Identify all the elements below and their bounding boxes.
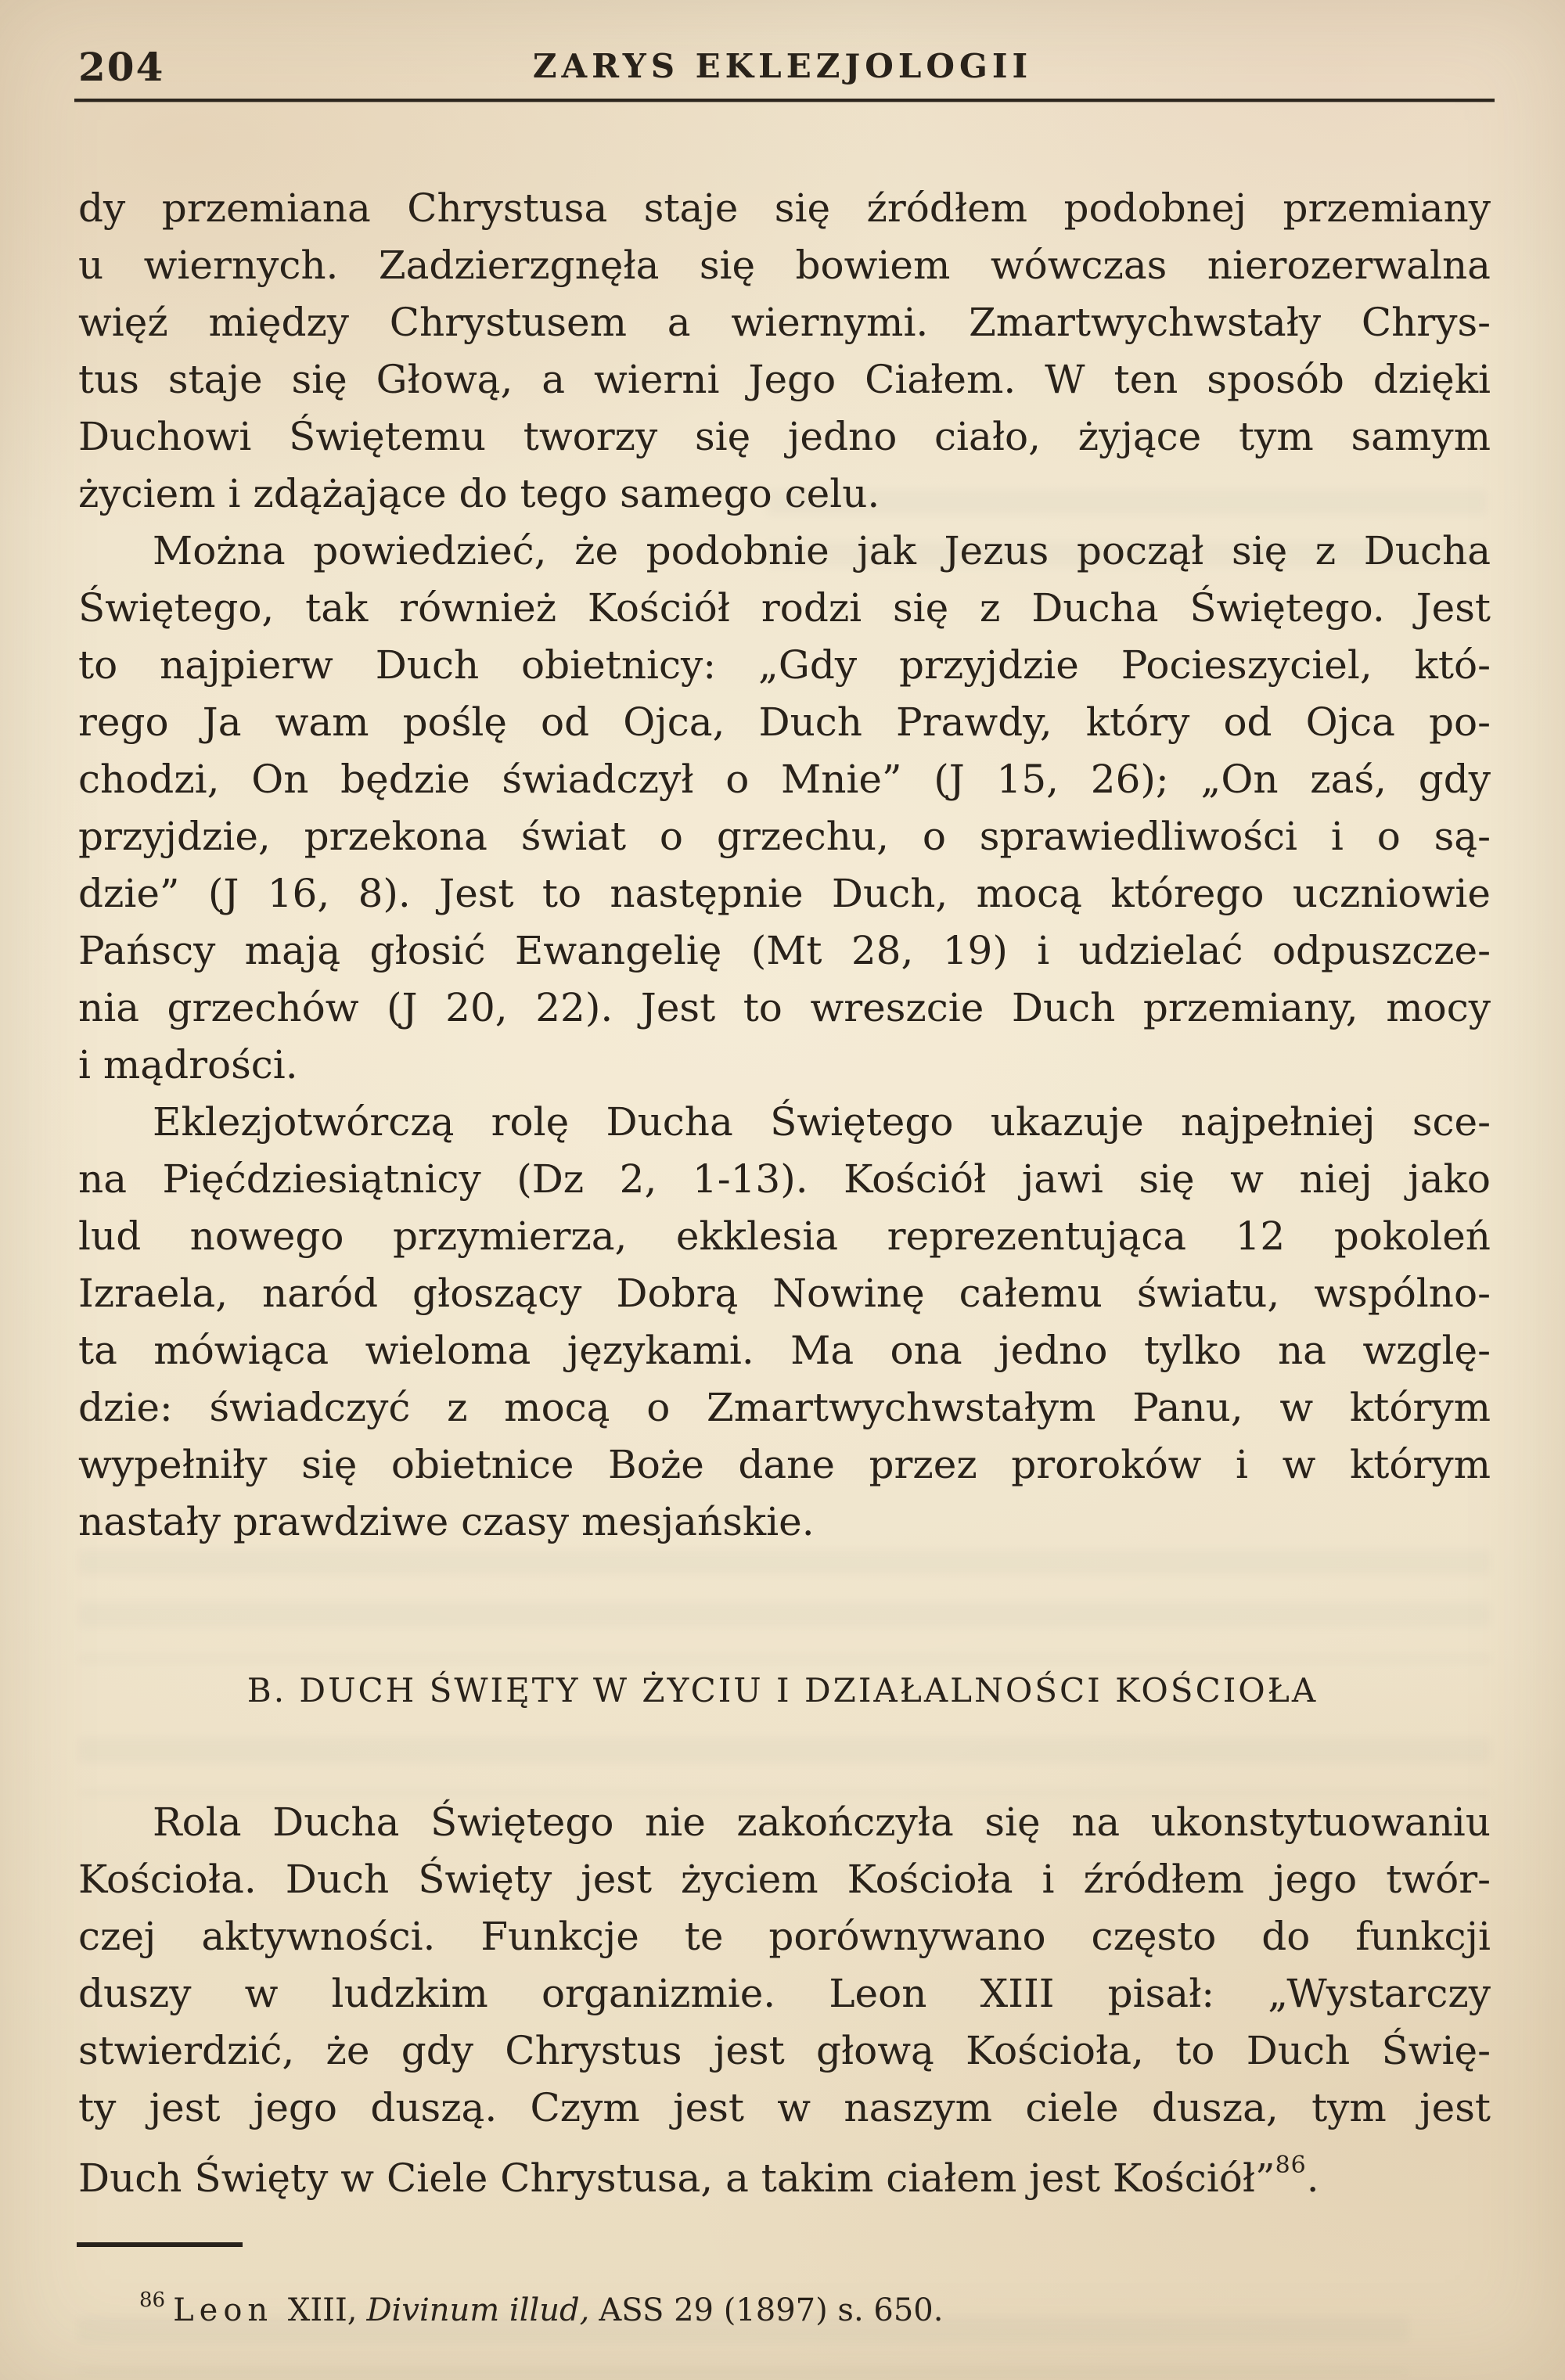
body-text-block bbox=[78, 180, 1491, 1551]
text-line: u wiernych. Zadzierzgnęła się bowiem wówczas nierozerwalna bbox=[78, 243, 1491, 288]
text-line: czej aktywności. Funkcje te porównywano często do funkcji bbox=[78, 1914, 1491, 1959]
paragraph bbox=[78, 523, 1491, 1094]
text-line: Kościoła. Duch Święty jest życiem Kościoła i źródłem jego twór- bbox=[78, 1857, 1491, 1902]
text-line: dzie” (J 16, 8). Jest to następnie Duch, mocą którego uczniowie bbox=[78, 871, 1491, 916]
text-line: to najpierw Duch obietnicy: „Gdy przyjdzie Pocieszyciel, któ- bbox=[78, 642, 1491, 688]
paragraph bbox=[78, 180, 1491, 523]
text-line: Świętego, tak również Kościół rodzi się z Ducha Świętego. Jest bbox=[78, 585, 1491, 631]
text-line: ta mówiąca wieloma językami. Ma ona jedno tylko na wzglę- bbox=[78, 1328, 1491, 1373]
text-line: więź między Chrystusem a wiernymi. Zmartwychwstały Chrys- bbox=[78, 300, 1491, 345]
section-heading: B. DUCH ŚWIĘTY W ŻYCIU I DZIAŁALNOŚCI KOŚCIOŁA bbox=[246, 1671, 1319, 1710]
text-line: Izraela, naród głoszący Dobrą Nowinę całemu światu, wspólno- bbox=[78, 1271, 1491, 1316]
text-line: Można powiedzieć, że podobnie jak Jezus począł się z Ducha bbox=[153, 528, 1491, 573]
text-line: chodzi, On będzie świadczył o Mnie” (J 15, 26); „On zaś, gdy bbox=[78, 757, 1491, 802]
text-line: przyjdzie, przekona świat o grzechu, o sprawiedliwości i o są- bbox=[78, 814, 1491, 859]
footnote-separator-rule bbox=[77, 2242, 243, 2247]
paragraph bbox=[78, 1094, 1491, 1551]
text-line: Duchowi Świętemu tworzy się jedno ciało, żyjące tym samym bbox=[78, 414, 1491, 459]
text-line: Pańscy mają głosić Ewangelię (Mt 28, 19) i udzielać odpuszcze- bbox=[78, 928, 1491, 973]
text-line: rego Ja wam poślę od Ojca, Duch Prawdy, który od Ojca po- bbox=[78, 699, 1491, 745]
text-line: stwierdzić, że gdy Chrystus jest głową Kościoła, to Duch Świę- bbox=[78, 2028, 1491, 2073]
bleed-through-texture bbox=[78, 1733, 1491, 1796]
text-line: i mądrości. bbox=[78, 1042, 298, 1088]
text-line: lud nowego przymierza, ekklesia reprezentująca 12 pokoleń bbox=[78, 1213, 1491, 1259]
footnote-work-title: Divinum illud, bbox=[366, 2292, 590, 2328]
text-line: dy przemiana Chrystusa staje się źródłem podobnej przemiany bbox=[78, 185, 1491, 231]
running-title: ZARYS EKLEZJOLOGII bbox=[532, 47, 1033, 85]
text-line-fragment: . bbox=[1306, 2155, 1319, 2201]
text-line: na Pięćdziesiątnicy (Dz 2, 1-13). Kościół jawi się w niej jako bbox=[78, 1156, 1491, 1202]
text-line: wypełniły się obietnice Boże dane przez proroków i w którym bbox=[78, 1442, 1491, 1487]
footnote-author-numeral: XIII, bbox=[287, 2292, 358, 2328]
text-line: duszy w ludzkim organizmie. Leon XIII pisał: „Wystarczy bbox=[78, 1971, 1491, 2016]
text-line: tus staje się Głową, a wierni Jego Ciałem. W ten sposób dzięki bbox=[78, 357, 1491, 402]
page-number: 204 bbox=[78, 44, 165, 90]
text-line bbox=[78, 2137, 1491, 2201]
text-line: Rola Ducha Świętego nie zakończyła się na ukonstytuowaniu bbox=[153, 1799, 1491, 1845]
footnote-marker: 86 bbox=[139, 2288, 166, 2312]
text-line: nia grzechów (J 20, 22). Jest to wreszcie Duch przemiany, mocy bbox=[78, 985, 1491, 1030]
text-line: nastały prawdziwe czasy mesjańskie. bbox=[78, 1499, 815, 1544]
footnote-author-name: Leon bbox=[173, 2292, 274, 2328]
header-rule bbox=[74, 99, 1495, 102]
text-line: dzie: świadczyć z mocą o Zmartwychwstałym Panu, w którym bbox=[78, 1385, 1491, 1430]
text-line: Eklezjotwórczą rolę Ducha Świętego ukazuje najpełniej sce- bbox=[153, 1099, 1491, 1145]
footnote-reference-text: ASS 29 (1897) s. 650. bbox=[599, 2292, 944, 2328]
body-text-block bbox=[78, 1794, 1491, 2201]
footnote-reference: 86 bbox=[1275, 2152, 1307, 2179]
footnote bbox=[78, 2278, 1491, 2332]
text-line: ty jest jego duszą. Czym jest w naszym ciele dusza, tym jest bbox=[78, 2085, 1491, 2130]
bleed-through-texture bbox=[78, 1545, 1491, 1663]
text-line-fragment: Duch Święty w Ciele Chrystusa, a takim ciałem jest Kościół” bbox=[78, 2155, 1275, 2201]
paragraph bbox=[78, 1794, 1491, 2201]
text-line: życiem i zdążające do tego samego celu. bbox=[78, 471, 880, 516]
